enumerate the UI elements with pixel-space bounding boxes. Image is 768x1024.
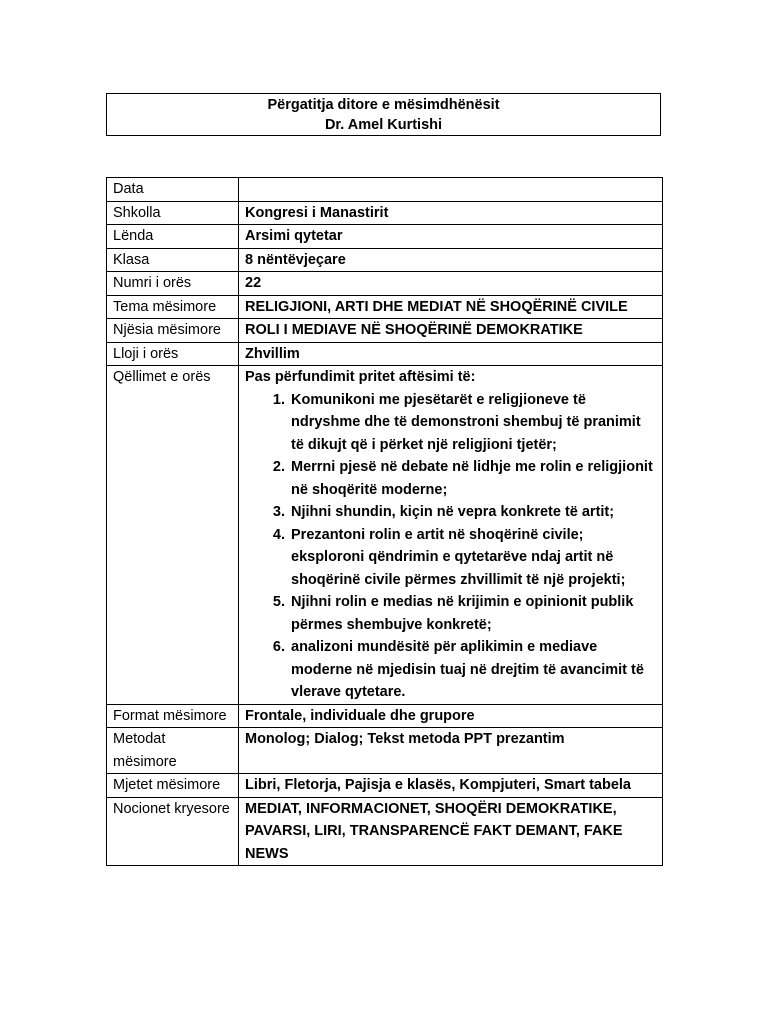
- row-value: Arsimi qytetar: [239, 225, 663, 249]
- table-row: [107, 295, 663, 319]
- row-value: 22: [239, 272, 663, 296]
- table-row: [107, 225, 663, 249]
- row-value: 8 nëntëvjeçare: [239, 248, 663, 272]
- table-row: [107, 178, 663, 202]
- table-row: [107, 797, 663, 866]
- row-label: Njësia mësimore: [107, 319, 239, 343]
- row-value: [239, 178, 663, 202]
- row-value: ROLI I MEDIAVE NË SHOQËRINË DEMOKRATIKE: [239, 319, 663, 343]
- goals-list: [245, 389, 657, 704]
- row-value: Libri, Fletorja, Pajisja e klasës, Kompjuteri, Smart tabela: [239, 774, 663, 798]
- row-label: Mjetet mësimore: [107, 774, 239, 798]
- document-header: [106, 93, 661, 136]
- list-item: 5. Njihni rolin e medias në krijimin e opinionit publik përmes shembujve konkretë;: [289, 591, 657, 636]
- row-label: Numri i orës: [107, 272, 239, 296]
- table-row: [107, 201, 663, 225]
- row-label: Lloji i orës: [107, 342, 239, 366]
- row-label: Tema mësimore: [107, 295, 239, 319]
- list-item: 4. Prezantoni rolin e artit në shoqërinë civile; eksploroni qëndrimin e qytetarëve ndaj artit në shoqërinë civile përmes zhvillimit të një projekti;: [289, 524, 657, 592]
- row-label: Shkolla: [107, 201, 239, 225]
- table-row: [107, 342, 663, 366]
- row-value: Monolog; Dialog; Tekst metoda PPT prezantim: [239, 728, 663, 774]
- table-row: [107, 248, 663, 272]
- table-row: [107, 366, 663, 705]
- goals-intro: Pas përfundimit pritet aftësimi të:: [245, 369, 476, 385]
- row-value: Zhvillim: [239, 342, 663, 366]
- table-row: [107, 272, 663, 296]
- row-label: Qëllimet e orës: [107, 366, 239, 705]
- list-item: 3. Njihni shundin, kiçin në vepra konkrete të artit;: [289, 501, 657, 524]
- row-label: Metodat mësimore: [107, 728, 239, 774]
- table-row: [107, 319, 663, 343]
- row-value: RELIGJIONI, ARTI DHE MEDIAT NË SHOQËRINË CIVILE: [239, 295, 663, 319]
- table-row: [107, 774, 663, 798]
- list-item: 6. analizoni mundësitë për aplikimin e mediave moderne në mjedisin tuaj në drejtim të avancimit të vlerave qytetare.: [289, 636, 657, 704]
- row-label: Format mësimore: [107, 704, 239, 728]
- list-item: 1. Komunikoni me pjesëtarët e religjioneve të ndryshme dhe të demonstroni shembuj të pranimit të dikujt që i përket një religjioni tjetër;: [289, 389, 657, 457]
- document-title: Përgatitja ditore e mësimdhënësit: [267, 97, 500, 113]
- table-row: [107, 704, 663, 728]
- row-value: Frontale, individuale dhe grupore: [239, 704, 663, 728]
- list-item: 2. Merrni pjesë në debate në lidhje me rolin e religjionit në shoqëritë moderne;: [289, 456, 657, 501]
- table-row: [107, 728, 663, 774]
- author-name: Dr. Amel Kurtishi: [324, 117, 443, 133]
- row-label: Klasa: [107, 248, 239, 272]
- lesson-plan-table: [106, 177, 663, 866]
- row-label: Lënda: [107, 225, 239, 249]
- row-value: MEDIAT, INFORMACIONET, SHOQËRI DEMOKRATIKE, PAVARSI, LIRI, TRANSPARENCË FAKT DEMANT, FAKE NEWS: [239, 797, 663, 866]
- row-value: Kongresi i Manastirit: [239, 201, 663, 225]
- row-label: Nocionet kryesore: [107, 797, 239, 866]
- goals-cell: [239, 366, 663, 705]
- row-label: Data: [107, 178, 239, 202]
